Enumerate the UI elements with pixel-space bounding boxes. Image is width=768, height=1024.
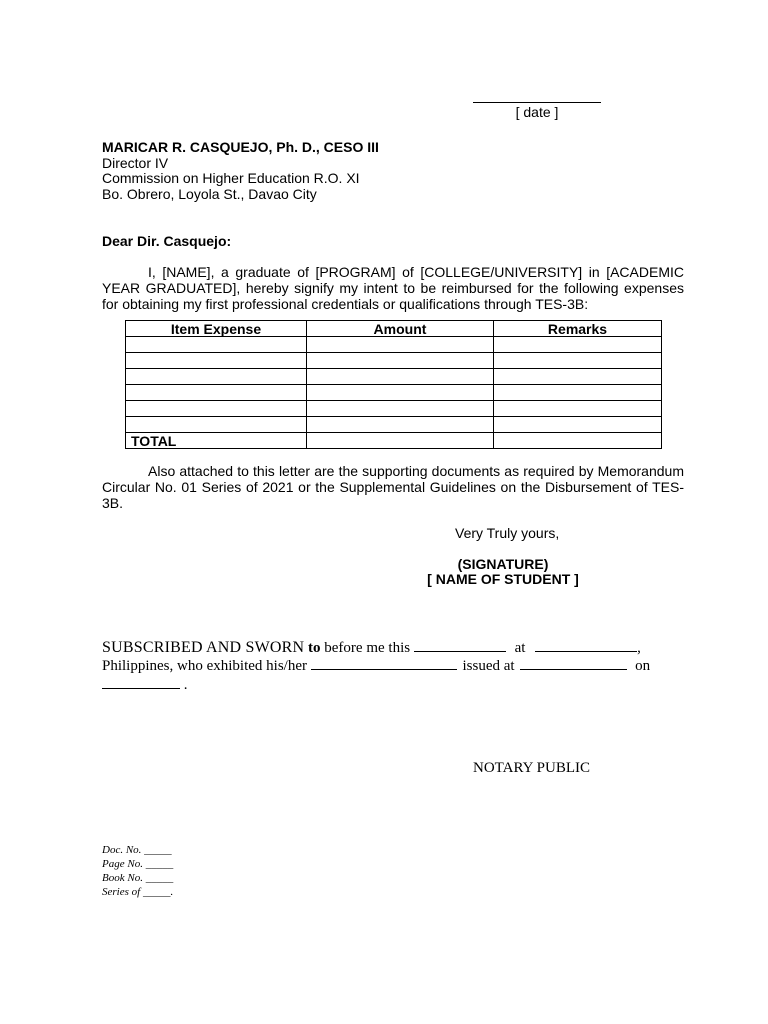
book-no: Book No. _____: [102, 872, 174, 884]
recipient-address: Bo. Obrero, Loyola St., Davao City: [102, 185, 317, 202]
jurat-lead: SUBSCRIBED AND SWORN: [102, 639, 305, 656]
jurat-line-1: [102, 639, 684, 658]
cell-amount[interactable]: [307, 369, 494, 385]
total-remarks[interactable]: [494, 433, 662, 449]
body-paragraph-1: I, [NAME], a graduate of [PROGRAM] of [COLLEGE/UNIVERSITY] in [ACADEMIC YEAR GRADUATED], hereby signify my intent to be reimbursed for the following expenses for obtaining my first professional credentials or qualifications through TES-3B:: [102, 264, 684, 312]
header-amount: Amount: [307, 321, 494, 337]
cell-remarks[interactable]: [494, 353, 662, 369]
table-total-row: [126, 433, 662, 449]
recipient-name: MARICAR R. CASQUEJO, Ph. D., CESO III: [102, 139, 379, 155]
table-row: [126, 337, 662, 353]
date-blank[interactable]: [414, 639, 506, 652]
table-header-row: [126, 321, 662, 337]
cell-item[interactable]: [126, 385, 307, 401]
jurat-country: Philippines, who exhibited his/her: [102, 658, 307, 674]
doc-no: Doc. No. _____: [102, 844, 172, 856]
notary-public-title: NOTARY PUBLIC: [473, 760, 591, 776]
table-row: [126, 353, 662, 369]
cell-amount[interactable]: [307, 417, 494, 433]
jurat-on: on: [635, 658, 651, 674]
table-row: [126, 417, 662, 433]
cell-remarks[interactable]: [494, 417, 662, 433]
issued-date-blank[interactable]: [102, 676, 180, 689]
expense-table: [125, 320, 662, 449]
cell-item[interactable]: [126, 337, 307, 353]
cell-amount[interactable]: [307, 353, 494, 369]
jurat-at: at: [514, 640, 526, 656]
jurat-line-3: [102, 676, 188, 695]
jurat-period: .: [183, 677, 188, 693]
cell-item[interactable]: [126, 417, 307, 433]
date-signature-line: [473, 102, 601, 103]
cell-remarks[interactable]: [494, 401, 662, 417]
cell-amount[interactable]: [307, 401, 494, 417]
cell-amount[interactable]: [307, 385, 494, 401]
jurat-before: before me this: [324, 640, 411, 656]
date-placeholder: [ date ]: [515, 104, 559, 120]
salutation: Dear Dir. Casquejo:: [102, 233, 232, 249]
cell-amount[interactable]: [307, 337, 494, 353]
series-of: Series of _____.: [102, 886, 174, 898]
jurat-comma: ,: [637, 640, 641, 656]
place-blank[interactable]: [535, 639, 637, 652]
recipient-office: Commission on Higher Education R.O. XI: [102, 170, 360, 186]
header-item-expense: Item Expense: [126, 321, 307, 337]
cell-remarks[interactable]: [494, 385, 662, 401]
issued-place-blank[interactable]: [520, 657, 627, 670]
cell-remarks[interactable]: [494, 337, 662, 353]
cell-item[interactable]: [126, 401, 307, 417]
recipient-title: Director IV: [102, 154, 169, 171]
page-no: Page No. _____: [102, 858, 174, 870]
notary-register: [102, 843, 173, 899]
table-row: [126, 401, 662, 417]
total-label: TOTAL: [126, 433, 307, 449]
cell-remarks[interactable]: [494, 369, 662, 385]
cell-item[interactable]: [126, 369, 307, 385]
cell-item[interactable]: [126, 353, 307, 369]
recipient-block: [102, 140, 379, 202]
id-blank[interactable]: [311, 657, 457, 670]
valediction: Very Truly yours,: [455, 525, 560, 541]
jurat-line-2: [102, 657, 684, 676]
body-paragraph-2: Also attached to this letter are the supporting documents as required by Memorandum Circular No. 01 Series of 2021 or the Supplemental Guidelines on the Disbursement of TES-3B.: [102, 463, 684, 511]
jurat-issued-at: issued at: [462, 658, 515, 674]
table-row: [126, 385, 662, 401]
signature-placeholder: (SIGNATURE): [457, 556, 549, 572]
student-name-placeholder: [ NAME OF STUDENT ]: [427, 571, 579, 587]
header-remarks: Remarks: [494, 321, 662, 337]
table-row: [126, 369, 662, 385]
total-amount[interactable]: [307, 433, 494, 449]
jurat-to: to: [308, 640, 321, 656]
